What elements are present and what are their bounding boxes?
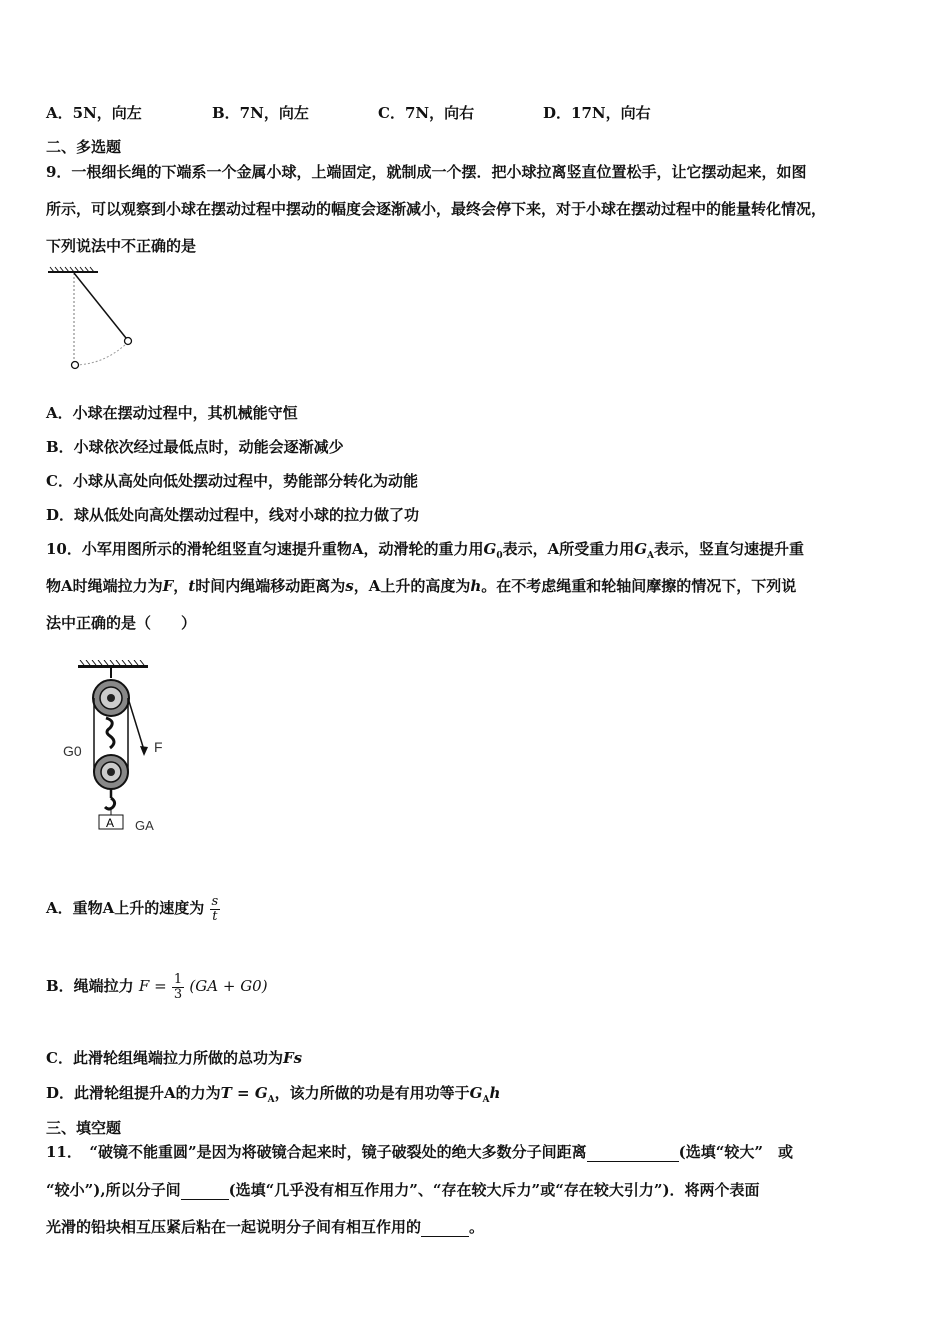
- q10-option-c: C．此滑轮组绳端拉力所做的总功为Fs: [46, 1049, 303, 1067]
- figure-label-g0: G0: [63, 743, 82, 759]
- q10-option-d: D．此滑轮组提升A的力为$T = G_A$，该力所做的功是有用功等于$G_Ah$: [46, 1084, 501, 1105]
- figure-label-f: F: [154, 739, 163, 755]
- q10-option-a: A．重物A上升的速度为 $\frac{s}{t}$: [46, 893, 219, 924]
- q11-blank-1[interactable]: [587, 1145, 679, 1162]
- q11-line-3: 光滑的铅块相互压紧后粘在一起说明分子间有相互作用的 。: [46, 1218, 485, 1236]
- q9-option-d: D．球从低处向高处摆动过程中，线对小球的拉力做了功: [46, 506, 420, 524]
- q9-line-2: 所示，可以观察到小球在摆动过程中摆动的幅度会逐渐减小，最终会停下来，对于小球在摆动过程中的能量转化情况，: [46, 200, 827, 218]
- figure-label-a: A: [106, 816, 115, 830]
- q9-option-b: B．小球依次经过最低点时，动能会逐渐减少: [46, 438, 344, 456]
- q8-option-d: D．17N，向右: [543, 104, 651, 122]
- q11-line-1: 11． “破镜不能重圆”是因为将破镜合起来时，镜子破裂处的绝大多数分子间距离 (选填“较大” 或: [46, 1143, 793, 1161]
- pulley-figure: [58, 660, 188, 840]
- q10-option-b: B．绳端拉力 F = $\frac{1}{3}$ (GA + G0): [46, 971, 268, 1002]
- q8-option-a: A．5N，向左: [46, 104, 142, 122]
- q11-line-2: “较小”),所以分子间 (选填“几乎没有相互作用力”、“存在较大斥力”或“存在较大引力”)．将两个表面: [46, 1181, 760, 1199]
- q11-blank-2[interactable]: [181, 1183, 229, 1200]
- section-3-title: 三、填空题: [46, 1119, 122, 1137]
- q10-line-2: 物A时绳端拉力为F，t时间内绳端移动距离为s，A上升的高度为h。在不考虑绳重和轮轴间摩擦的情况下，下列说: [46, 577, 797, 595]
- q11-blank-3[interactable]: [421, 1220, 469, 1237]
- q8-option-b: B．7N，向左: [212, 104, 309, 122]
- q8-option-c: C．7N，向右: [378, 104, 475, 122]
- figure-label-ga: GA: [135, 818, 154, 833]
- pendulum-figure: [44, 266, 144, 376]
- q9-option-a: A．小球在摆动过程中，其机械能守恒: [46, 404, 298, 422]
- q9-option-c: C．小球从高处向低处摆动过程中，势能部分转化为动能: [46, 472, 418, 490]
- q10-line-3: 法中正确的是（ ）: [46, 614, 197, 632]
- section-2-title: 二、多选题: [46, 138, 122, 156]
- q10-line-1: 10．小军用图所示的滑轮组竖直匀速提升重物A，动滑轮的重力用$G_0$表示，A所受重力用$G_A$表示，竖直匀速提升重: [46, 540, 805, 561]
- q9-line-3: 下列说法中不正确的是: [46, 237, 197, 255]
- q9-line-1: 9．一根细长绳的下端系一个金属小球，上端固定，就制成一个摆．把小球拉离竖直位置松手，让它摆动起来，如图: [46, 163, 807, 181]
